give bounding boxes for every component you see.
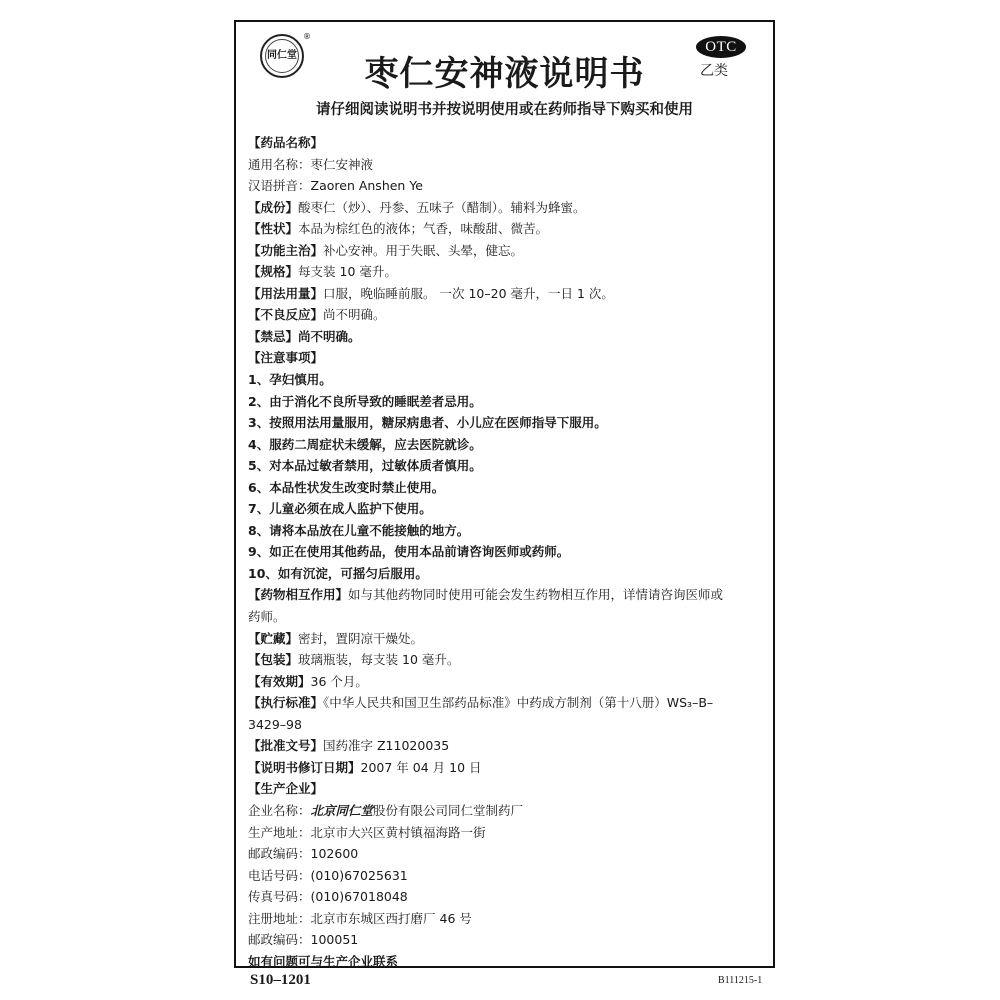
pinyin-value: Zaoren Anshen Ye [310,178,423,194]
interactions-line [248,584,768,606]
storage-line [248,628,768,650]
ingredients-heading: 【成份】 [248,199,299,215]
character-heading: 【性状】 [248,221,299,237]
specification-heading: 【规格】 [248,264,299,280]
phone-line [248,865,768,887]
production-address-value: 北京市大兴区黄村镇福海路一街 [310,824,486,840]
approval-heading: 【批准文号】 [248,738,324,754]
indications-line [248,240,768,262]
leaflet-content [248,132,768,972]
precaution-item: 6、本品性状发生改变时禁止使用。 [248,479,445,495]
zip-value: 102600 [310,846,359,862]
company-name-line [248,800,768,822]
usage-instruction: 请仔细阅读说明书并按说明使用或在药师指导下购买和使用 [316,102,693,118]
indications-heading: 【功能主治】 [248,242,324,258]
precaution-item: 9、如正在使用其他药品，使用本品前请咨询医师或药师。 [248,544,570,560]
specification-line [248,261,768,283]
dosage-line [248,283,768,305]
section-heading-manufacturer: 【生产企业】 [248,781,324,797]
fax-line [248,886,768,908]
interactions-text: 如与其他药物同时使用可能会发生药物相互作用，详情请咨询医师或 [348,587,724,603]
company-brand-name: 北京同仁堂 [310,802,374,818]
dosage-text: 口服，晚临睡前服。 一次 10–20 毫升，一日 1 次。 [323,285,614,301]
package-text: 玻璃瓶装，每支装 10 毫升。 [298,652,460,668]
interactions-text-cont: 药师。 [248,609,286,625]
package-line [248,649,768,671]
package-heading: 【包装】 [248,652,299,668]
precaution-item: 8、请将本品放在儿童不能接触的地方。 [248,522,470,538]
document-title: 枣仁安神液说明书 [364,54,645,94]
standard-heading: 【执行标准】 [248,695,324,711]
company-name-label: 企业名称： [248,802,311,818]
storage-text: 密封，置阴凉干燥处。 [298,630,424,646]
revision-text: 2007 年 04 月 10 日 [360,759,482,775]
footer-code-left: S10–1201 [250,972,311,988]
validity-line [248,671,768,693]
zip-line [248,843,768,865]
approval-text: 国药准字 Z11020035 [323,738,450,754]
registered-zip-label: 邮政编码： [248,932,311,948]
adverse-line [248,304,768,326]
registered-mark: ® [303,32,311,41]
registered-zip-line [248,929,768,951]
fax-label: 传真号码： [248,889,311,905]
revision-line [248,757,768,779]
validity-text: 36 个月。 [310,673,368,689]
adverse-heading: 【不良反应】 [248,307,324,323]
indications-text: 补心安神。用于失眠、头晕，健忘。 [323,242,524,258]
character-text: 本品为棕红色的液体；气香，味酸甜、微苦。 [298,221,549,237]
registered-address-line [248,908,768,930]
precaution-item: 5、对本品过敏者禁用，过敏体质者慎用。 [248,458,482,474]
interactions-heading: 【药物相互作用】 [248,587,349,603]
production-address-label: 生产地址： [248,824,311,840]
specification-text: 每支装 10 毫升。 [298,264,397,280]
otc-class-label: 乙类 [700,63,728,79]
revision-heading: 【说明书修订日期】 [248,759,361,775]
fax-value: (010)67018048 [310,889,408,905]
phone-value: (010)67025631 [310,867,408,883]
contact-note: 如有问题可与生产企业联系 [248,953,399,969]
precaution-item: 10、如有沉淀，可摇匀后服用。 [248,565,428,581]
standard-text: 《中华人民共和国卫生部药品标准》中药成方制剂（第十八册）WS₃–B– [323,695,714,711]
footer-code-right: B111215-1 [718,975,763,986]
precaution-item: 1、孕妇慎用。 [248,372,332,388]
contra-heading: 【禁忌】 [248,328,299,344]
company-name-rest: 股份有限公司同仁堂制药厂 [373,802,524,818]
registered-address-label: 注册地址： [248,910,311,926]
section-heading-precautions: 【注意事项】 [248,350,324,366]
precaution-item: 4、服药二周症状未缓解，应去医院就诊。 [248,436,482,452]
ingredients-text: 酸枣仁（炒）、丹参、五味子（醋制）。辅料为蜂蜜。 [298,199,586,215]
leaflet-frame [234,20,775,968]
character-line [248,218,768,240]
registered-address-value: 北京市东城区西打磨厂 46 号 [310,910,472,926]
generic-name-label: 通用名称： [248,156,311,172]
phone-label: 电话号码： [248,867,311,883]
ingredients-line [248,197,768,219]
production-address-line [248,822,768,844]
adverse-text: 尚不明确。 [323,307,386,323]
precaution-item: 2、由于消化不良所导致的睡眠差者忌用。 [248,393,482,409]
precaution-item: 3、按照用法用量服用，糖尿病患者、小儿应在医师指导下服用。 [248,415,607,431]
precaution-item: 7、儿童必须在成人监护下使用。 [248,501,432,517]
validity-heading: 【有效期】 [248,673,311,689]
pinyin-label: 汉语拼音： [248,178,311,194]
standard-text-cont: 3429–98 [248,716,302,732]
pinyin-line [248,175,768,197]
storage-heading: 【贮藏】 [248,630,299,646]
logo-seal-icon: 同仁堂 [265,39,299,73]
section-heading-drug-name: 【药品名称】 [248,135,324,150]
standard-line [248,692,768,714]
contra-text: 尚不明确。 [298,328,361,344]
zip-label: 邮政编码： [248,846,311,862]
registered-zip-value: 100051 [310,932,359,948]
approval-line [248,735,768,757]
dosage-heading: 【用法用量】 [248,285,324,301]
generic-name-value: 枣仁安神液 [310,156,374,172]
otc-badge: OTC [696,36,746,58]
generic-name-line [248,154,768,176]
contra-line [248,326,768,348]
